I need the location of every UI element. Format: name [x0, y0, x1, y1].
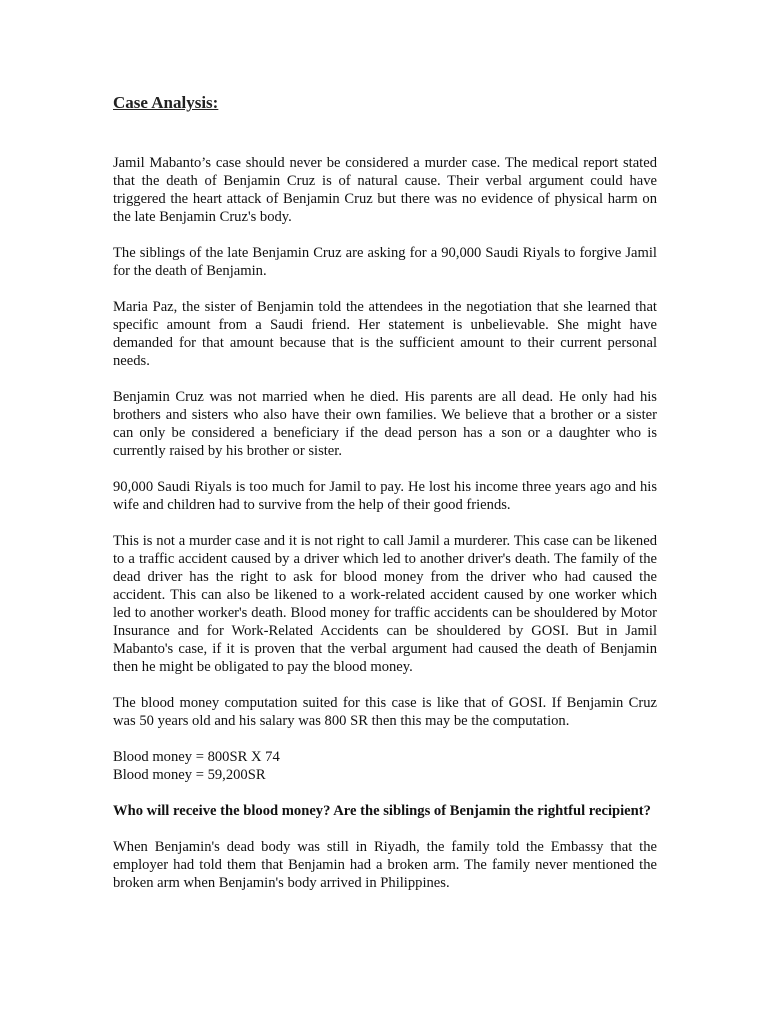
paragraph-not-murder: This is not a murder case and it is not right to call Jamil a murderer. This case can be likened to a traffic accident caused by a driver which led to another driver's death. The family of the dead driver has the right to ask for blood money from the driver who had caused the accident. This can also be likened to a work-related accident caused by one worker which led to another worker's death. Blood money for traffic accidents can be shouldered by Motor Insurance and for Work-Related Accidents can be shouldered by GOSI. But in Jamil Mabanto's case, if it is proven that the verbal argument had caused the death of Benjamin then he might be obligated to pay the blood money. — [113, 533, 657, 675]
formula-line-1: Blood money = 800SR X 74 — [113, 749, 280, 765]
paragraph-amount-too-much: 90,000 Saudi Riyals is too much for Jamil to pay. He lost his income three years ago and his wife and children had to survive from the help of their good friends. — [113, 479, 657, 513]
paragraph-beneficiary: Benjamin Cruz was not married when he died. His parents are all dead. He only had his brothers and sisters who also have their own families. We believe that a brother or a sister can only be considered a beneficiary if the dead person has a son or a daughter who is currently raised by his brother or sister. — [113, 389, 657, 459]
formula-block — [113, 748, 657, 784]
paragraph-broken-arm: When Benjamin's dead body was still in Riyadh, the family told the Embassy that the employer had told them that Benjamin had a broken arm. The family never mentioned the broken arm when Benjamin's body arrived in Philippines. — [113, 839, 657, 891]
paragraph-computation-intro: The blood money computation suited for this case is like that of GOSI. If Benjamin Cruz was 50 years old and his salary was 800 SR then this may be the computation. — [113, 695, 657, 729]
section-heading: Case Analysis: — [113, 93, 219, 112]
document-body — [113, 92, 657, 910]
formula-line-2: Blood money = 59,200SR — [113, 767, 266, 783]
paragraph-siblings-demand: The siblings of the late Benjamin Cruz are asking for a 90,000 Saudi Riyals to forgive Jamil for the death of Benjamin. — [113, 245, 657, 279]
paragraph-maria-paz: Maria Paz, the sister of Benjamin told the attendees in the negotiation that she learned that specific amount from a Saudi friend. Her statement is unbelievable. She might have demanded for that amount because that is the sufficient amount to their current personal needs. — [113, 299, 657, 369]
paragraph-case-summary: Jamil Mabanto’s case should never be considered a murder case. The medical report stated that the death of Benjamin Cruz is of natural cause. Their verbal argument could have triggered the heart attack of Benjamin Cruz but there was no evidence of physical harm on the late Benjamin Cruz's body. — [113, 155, 657, 225]
question-heading: Who will receive the blood money? Are the siblings of Benjamin the rightful recipient? — [113, 803, 651, 819]
